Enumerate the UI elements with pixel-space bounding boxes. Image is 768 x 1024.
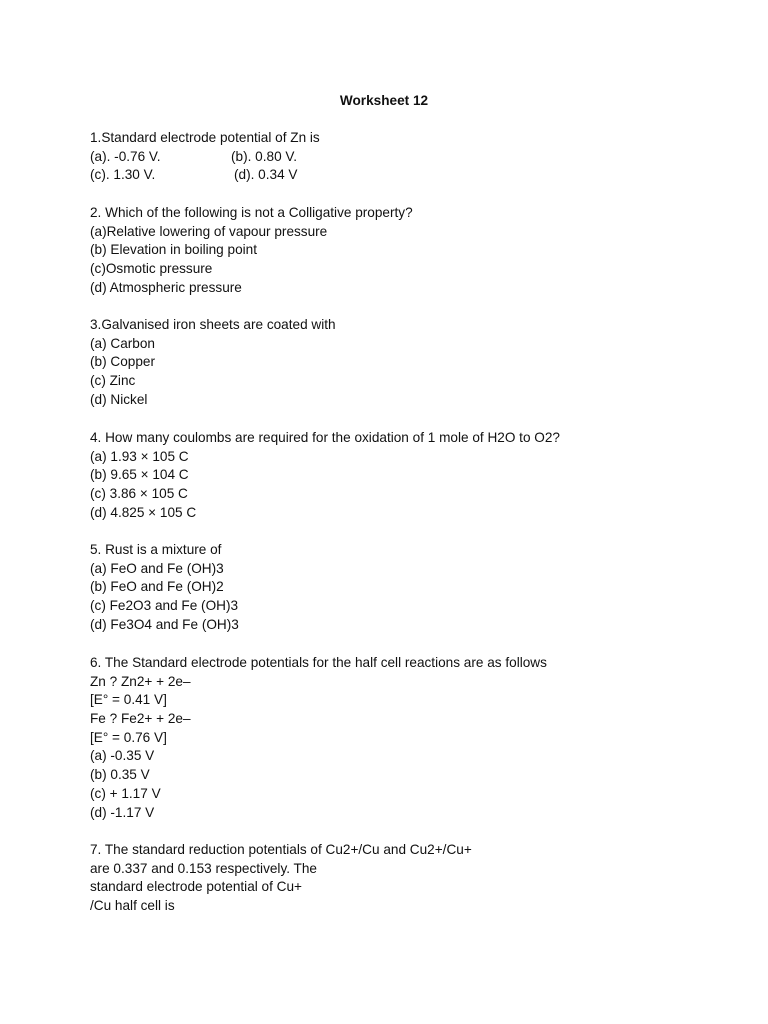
- question-3-option-d: (d) Nickel: [90, 391, 148, 407]
- question-6-potential-zn: [E° = 0.41 V]: [90, 692, 167, 708]
- question-4: [90, 429, 730, 522]
- question-6-option-d: (d) -1.17 V: [90, 804, 155, 820]
- question-6-option-a: (a) -0.35 V: [90, 748, 155, 764]
- question-4-option-c: (c) 3.86 × 105 C: [90, 486, 188, 502]
- question-5-option-b: (b) FeO and Fe (OH)2: [90, 579, 224, 595]
- question-1: [90, 129, 730, 185]
- question-6-potential-fe: [E° = 0.76 V]: [90, 729, 167, 745]
- question-6-reaction-fe: Fe ? Fe2+ + 2e–: [90, 711, 191, 727]
- question-4-option-d: (d) 4.825 × 105 C: [90, 504, 197, 520]
- question-5-option-d: (d) Fe3O4 and Fe (OH)3: [90, 616, 239, 632]
- question-1-option-c: (c). 1.30 V.: [90, 167, 156, 183]
- question-3-option-b: (b) Copper: [90, 354, 155, 370]
- worksheet-title: Worksheet 12: [339, 93, 429, 108]
- question-5-option-c: (c) Fe2O3 and Fe (OH)3: [90, 598, 239, 614]
- question-4-stem: 4. How many coulombs are required for the oxidation of 1 mole of H2O to O2?: [90, 430, 560, 445]
- question-3-option-a: (a) Carbon: [90, 335, 155, 351]
- question-2-option-a: (a)Relative lowering of vapour pressure: [90, 223, 328, 239]
- question-2-option-b: (b) Elevation in boiling point: [90, 242, 258, 258]
- question-3: [90, 316, 730, 409]
- question-1-options-row-1: [90, 148, 730, 167]
- question-7-stem-line-4: /Cu half cell is: [90, 898, 175, 914]
- question-6-option-b: (b) 0.35 V: [90, 767, 150, 783]
- question-2-option-c: (c)Osmotic pressure: [90, 261, 213, 277]
- question-5-option-a: (a) FeO and Fe (OH)3: [90, 560, 224, 576]
- question-3-stem: 3.Galvanised iron sheets are coated with: [90, 317, 336, 332]
- question-6-stem: 6. The Standard electrode potentials for the half cell reactions are as follows: [90, 655, 547, 670]
- question-4-option-a: (a) 1.93 × 105 C: [90, 448, 189, 464]
- question-5: [90, 541, 730, 634]
- question-7-stem-line-1: 7. The standard reduction potentials of Cu2+/Cu and Cu2+/Cu+: [90, 842, 472, 857]
- question-5-stem: 5. Rust is a mixture of: [90, 542, 222, 557]
- question-1-options-row-2: [90, 166, 730, 185]
- question-1-option-d: (d). 0.34 V: [234, 167, 298, 183]
- question-6-option-c: (c) + 1.17 V: [90, 785, 161, 801]
- question-7-stem-line-2: are 0.337 and 0.153 respectively. The: [90, 860, 317, 876]
- question-2-option-d: (d) Atmospheric pressure: [90, 279, 242, 295]
- question-6-reaction-zn: Zn ? Zn2+ + 2e–: [90, 673, 191, 689]
- question-1-stem: 1.Standard electrode potential of Zn is: [90, 130, 320, 145]
- question-7: [90, 841, 730, 916]
- question-2-stem: 2. Which of the following is not a Colligative property?: [90, 205, 413, 220]
- question-1-option-b: (b). 0.80 V.: [231, 148, 297, 164]
- question-2: [90, 204, 730, 297]
- question-7-stem-line-3: standard electrode potential of Cu+: [90, 879, 302, 895]
- question-4-option-b: (b) 9.65 × 104 C: [90, 467, 189, 483]
- question-6: [90, 654, 730, 822]
- question-3-option-c: (c) Zinc: [90, 373, 136, 389]
- question-1-option-a: (a). -0.76 V.: [90, 148, 161, 164]
